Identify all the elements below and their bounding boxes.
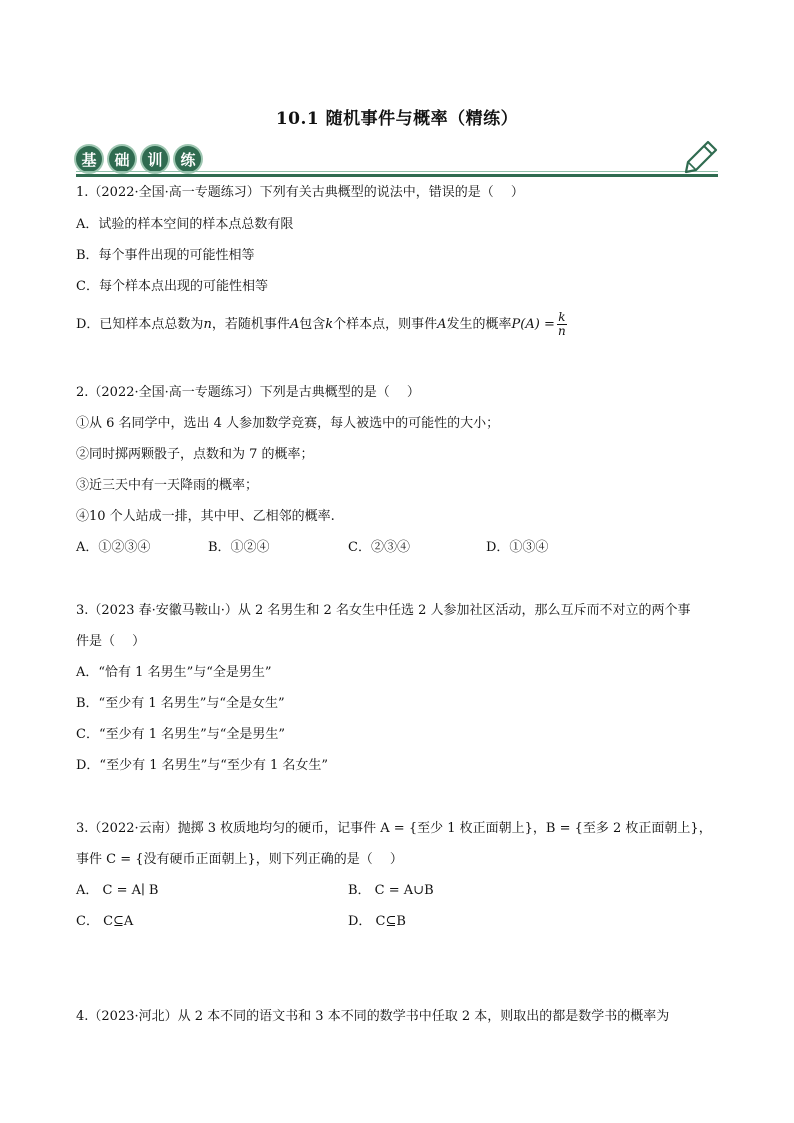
q4-option-b: B． C = A∪B <box>348 883 434 898</box>
banner-rule <box>76 174 718 177</box>
q1-d-text: 发生的概率 <box>446 317 512 332</box>
q1-d-var-a: A <box>289 317 300 332</box>
q1-d-var-k: k <box>325 317 334 332</box>
q1-stem: 1.（2022·全国·高一专题练习）下列有关古典概型的说法中，错误的是（ ） <box>76 185 524 200</box>
q4-stem-line-1: 3.（2022·云南）抛掷 3 枚质地均匀的硬币，记事件 A = {至少 1 枚正面朝上}，B = {至多 2 枚正面朝上}， <box>76 821 712 836</box>
q3-stem-line-1: 3.（2023 春·安徽马鞍山·）从 2 名男生和 2 名女生中任选 2 人参加社区活动，那么互斥而不对立的两个事 <box>76 603 691 618</box>
q2-statement-4: ④10 个人站成一排，其中甲、乙相邻的概率. <box>76 509 335 524</box>
q2-statement-1: ①从 6 名同学中，选出 4 人参加数学竞赛，每人被选中的可能性的大小； <box>76 416 500 431</box>
banner-rule-thin <box>76 171 718 172</box>
fraction-numerator: k <box>558 310 566 324</box>
q4-stem-line-2: 事件 C = {没有硬币正面朝上}，则下列正确的是（ ） <box>76 852 403 867</box>
q3-option-a: A．“恰有 1 名男生”与“全是男生” <box>76 665 272 680</box>
q1-d-text: ，若随机事件 <box>211 317 290 332</box>
q1-d-var-n: n <box>203 317 212 332</box>
q3-option-b: B．“至少有 1 名男生”与“全是女生” <box>76 696 285 711</box>
q1-d-fraction <box>557 311 567 338</box>
q3-stem-line-2: 件是（ ） <box>76 634 146 649</box>
section-banner <box>76 140 718 178</box>
q1-option-c: C．每个样本点出现的可能性相等 <box>76 279 268 294</box>
page-title: 10.1 随机事件与概率（精练） <box>275 109 519 129</box>
q2-option-c: C．②③④ <box>348 540 410 555</box>
q1-option-b: B．每个事件出现的可能性相等 <box>76 248 255 263</box>
q3-option-d: D．“至少有 1 名男生”与“至少有 1 名女生” <box>76 758 329 773</box>
q2-stem: 2.（2022·全国·高一专题练习）下列是古典概型的是（ ） <box>76 385 420 400</box>
q1-d-var-a: A <box>437 317 447 332</box>
q2-statement-3: ③近三天中有一天降雨的概率； <box>76 478 259 493</box>
q4-option-c: C． C⊆A <box>76 914 134 929</box>
q2-option-a: A．①②③④ <box>76 540 151 555</box>
q1-option-a: A．试验的样本空间的样本点总数有限 <box>76 217 294 232</box>
q5-stem: 4.（2023·河北）从 2 本不同的语文书和 3 本不同的数学书中任取 2 本，则取出的都是数学书的概率为 <box>76 1009 670 1024</box>
q2-statement-2: ②同时掷两颗骰子，点数和为 7 的概率； <box>76 447 314 462</box>
q1-d-text: 个样本点，则事件 <box>333 317 438 332</box>
q1-d-text: D．已知样本点总数为 <box>76 317 204 332</box>
q4-option-d: D． C⊆B <box>348 914 406 929</box>
pencil-icon <box>682 140 718 174</box>
banner-char-3: 训 <box>142 146 168 172</box>
banner-char-1: 基 <box>76 146 102 172</box>
fraction-denominator: n <box>557 324 566 338</box>
q4-option-a: A． C = A∣ B <box>76 883 159 898</box>
q3-option-c: C．“至少有 1 名男生”与“全是男生” <box>76 727 286 742</box>
q1-d-formula: P(A) = <box>511 317 555 332</box>
q2-option-b: B．①②④ <box>208 540 270 555</box>
q2-option-d: D．①③④ <box>486 540 549 555</box>
banner-char-4: 练 <box>175 146 201 172</box>
q1-d-text: 包含 <box>299 317 326 332</box>
q1-option-d <box>76 311 567 338</box>
banner-char-2: 础 <box>109 146 135 172</box>
